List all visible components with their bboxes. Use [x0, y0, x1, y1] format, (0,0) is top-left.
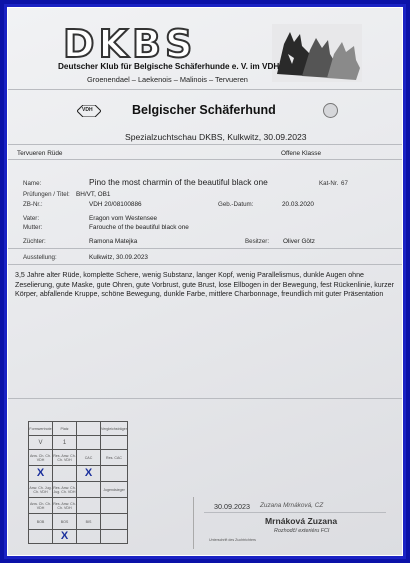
grid-cell	[53, 530, 77, 544]
grid-cell: Vergleichsträger	[101, 422, 128, 436]
dogs-logo-icon	[272, 24, 362, 82]
show-report-document	[7, 7, 403, 556]
grid-cell	[29, 466, 53, 482]
grid-cell: Jugendsieger	[101, 482, 128, 498]
grid-cell: BOS	[53, 514, 77, 530]
dog-name: Pino the most charmin of the beautiful black one	[89, 177, 268, 187]
owner: Oliver Götz	[283, 238, 315, 245]
club-name: Deutscher Klub für Belgische Schäferhunde e. V. im VDH	[58, 62, 280, 71]
grid-cell	[77, 422, 101, 436]
grid-cell	[101, 514, 128, 530]
check-mark: X	[84, 467, 93, 479]
grid-cell	[29, 530, 53, 544]
dob-label: Geb.-Datum:	[218, 201, 254, 208]
vdh-logo-text: VDH	[82, 107, 93, 113]
grid-cell: BOB	[29, 514, 53, 530]
grid-cell: Formwertnote	[29, 422, 53, 436]
judge-stamp-name: Mrnáková Zuzana	[265, 516, 338, 526]
breeder-label: Züchter:	[23, 238, 46, 245]
grid-cell: Anw. Ch. Ch. VDH	[29, 450, 53, 466]
grid-cell	[77, 498, 101, 514]
catalog-number: 67	[341, 180, 348, 187]
grid-cell	[53, 466, 77, 482]
variety-sex: Tervueren Rüde	[17, 150, 63, 157]
result-grid	[28, 421, 128, 544]
grid-cell: BIS	[77, 514, 101, 530]
grid-cell	[101, 436, 128, 450]
reg-number: VDH 20/08100886	[89, 201, 142, 208]
titles-label: Prüfungen / Titel:	[23, 191, 70, 198]
check-mark: X	[60, 530, 69, 542]
grid-cell	[77, 466, 101, 482]
grid-cell: Platz	[53, 422, 77, 436]
grid-cell: Anw. Ch. Ch. VDH	[29, 498, 53, 514]
grid-cell	[77, 530, 101, 544]
class: Offene Klasse	[281, 150, 322, 157]
issued: Kulkwitz, 30.09.2023	[89, 254, 148, 261]
breed-title: Belgischer Schäferhund	[132, 103, 276, 117]
grid-cell	[77, 482, 101, 498]
grid-cell	[101, 530, 128, 544]
divider	[8, 264, 403, 265]
grid-cell: CAC	[77, 450, 101, 466]
signature-caption: Unterschrift des Zuchtrichters	[209, 538, 256, 542]
grid-cell	[77, 436, 101, 450]
grid-cell: Res. Anw. Ch. Ch. VDH	[53, 450, 77, 466]
judge-stamp-title: Rozhodčí exteriéru FCI	[274, 528, 330, 534]
titles: BH/VT, OB1	[76, 191, 111, 198]
sire-label: Vater:	[23, 215, 40, 222]
signature-divider	[193, 497, 194, 549]
seal-icon	[323, 103, 338, 118]
grid-cell	[101, 466, 128, 482]
grid-cell: Res. Anw. Ch. Jug. Ch. VDH	[53, 482, 77, 498]
event-title: Spezialzuchtschau DKBS, Kulkwitz, 30.09.2023	[125, 132, 307, 142]
dam-label: Mutter:	[23, 224, 43, 231]
judge-handwritten: Zuzana Mrnáková, CZ	[260, 502, 324, 509]
divider	[8, 159, 403, 160]
divider	[8, 398, 403, 399]
divider	[8, 248, 403, 249]
divider	[8, 89, 403, 90]
dam: Farouche of the beautiful black one	[89, 224, 189, 231]
name-label: Name:	[23, 180, 42, 187]
dkbs-logo: DKBS	[63, 22, 197, 66]
grid-cell: 1	[53, 436, 77, 450]
grid-cell: Res. Anw. Ch. Ch. VDH	[53, 498, 77, 514]
breeds-line: Groenendael – Laekenois – Malinois – Tervueren	[87, 75, 248, 84]
owner-label: Besitzer:	[245, 238, 270, 245]
catalog-label: Kat-Nr.	[319, 180, 339, 187]
divider	[8, 144, 403, 145]
grid-cell: Res. CAC	[101, 450, 128, 466]
grid-cell	[101, 498, 128, 514]
breeder: Ramona Matejka	[89, 238, 138, 245]
reg-label: ZB-Nr.:	[23, 201, 43, 208]
grid-cell: V	[29, 436, 53, 450]
signature-line	[204, 512, 386, 513]
signature-date: 30.09.2023	[214, 502, 250, 511]
judge-report: 3,5 Jahre alter Rüde, komplette Schere, wenig Substanz, langer Kopf, wenig Parallelismus, dunkle Augen ohne Zeselierung, gute Maske, gute Ohren, gute Vorbrust, gute Brust, lose Ellbogen in der Bewegung, fest Rückenlinie, kurzer Körper, abfallende Kruppe, schöne Bewegung, dunkle Farbe, mittlere Charbonnage, freundlich mit guter Präsentation	[15, 271, 394, 299]
issued-label: Ausstellung:	[23, 254, 57, 261]
check-mark: X	[36, 467, 45, 479]
grid-cell: Anw. Ch. Jug. Ch. VDH	[29, 482, 53, 498]
dob: 20.03.2020	[282, 201, 314, 208]
sire: Eragon vom Westensee	[89, 215, 158, 222]
